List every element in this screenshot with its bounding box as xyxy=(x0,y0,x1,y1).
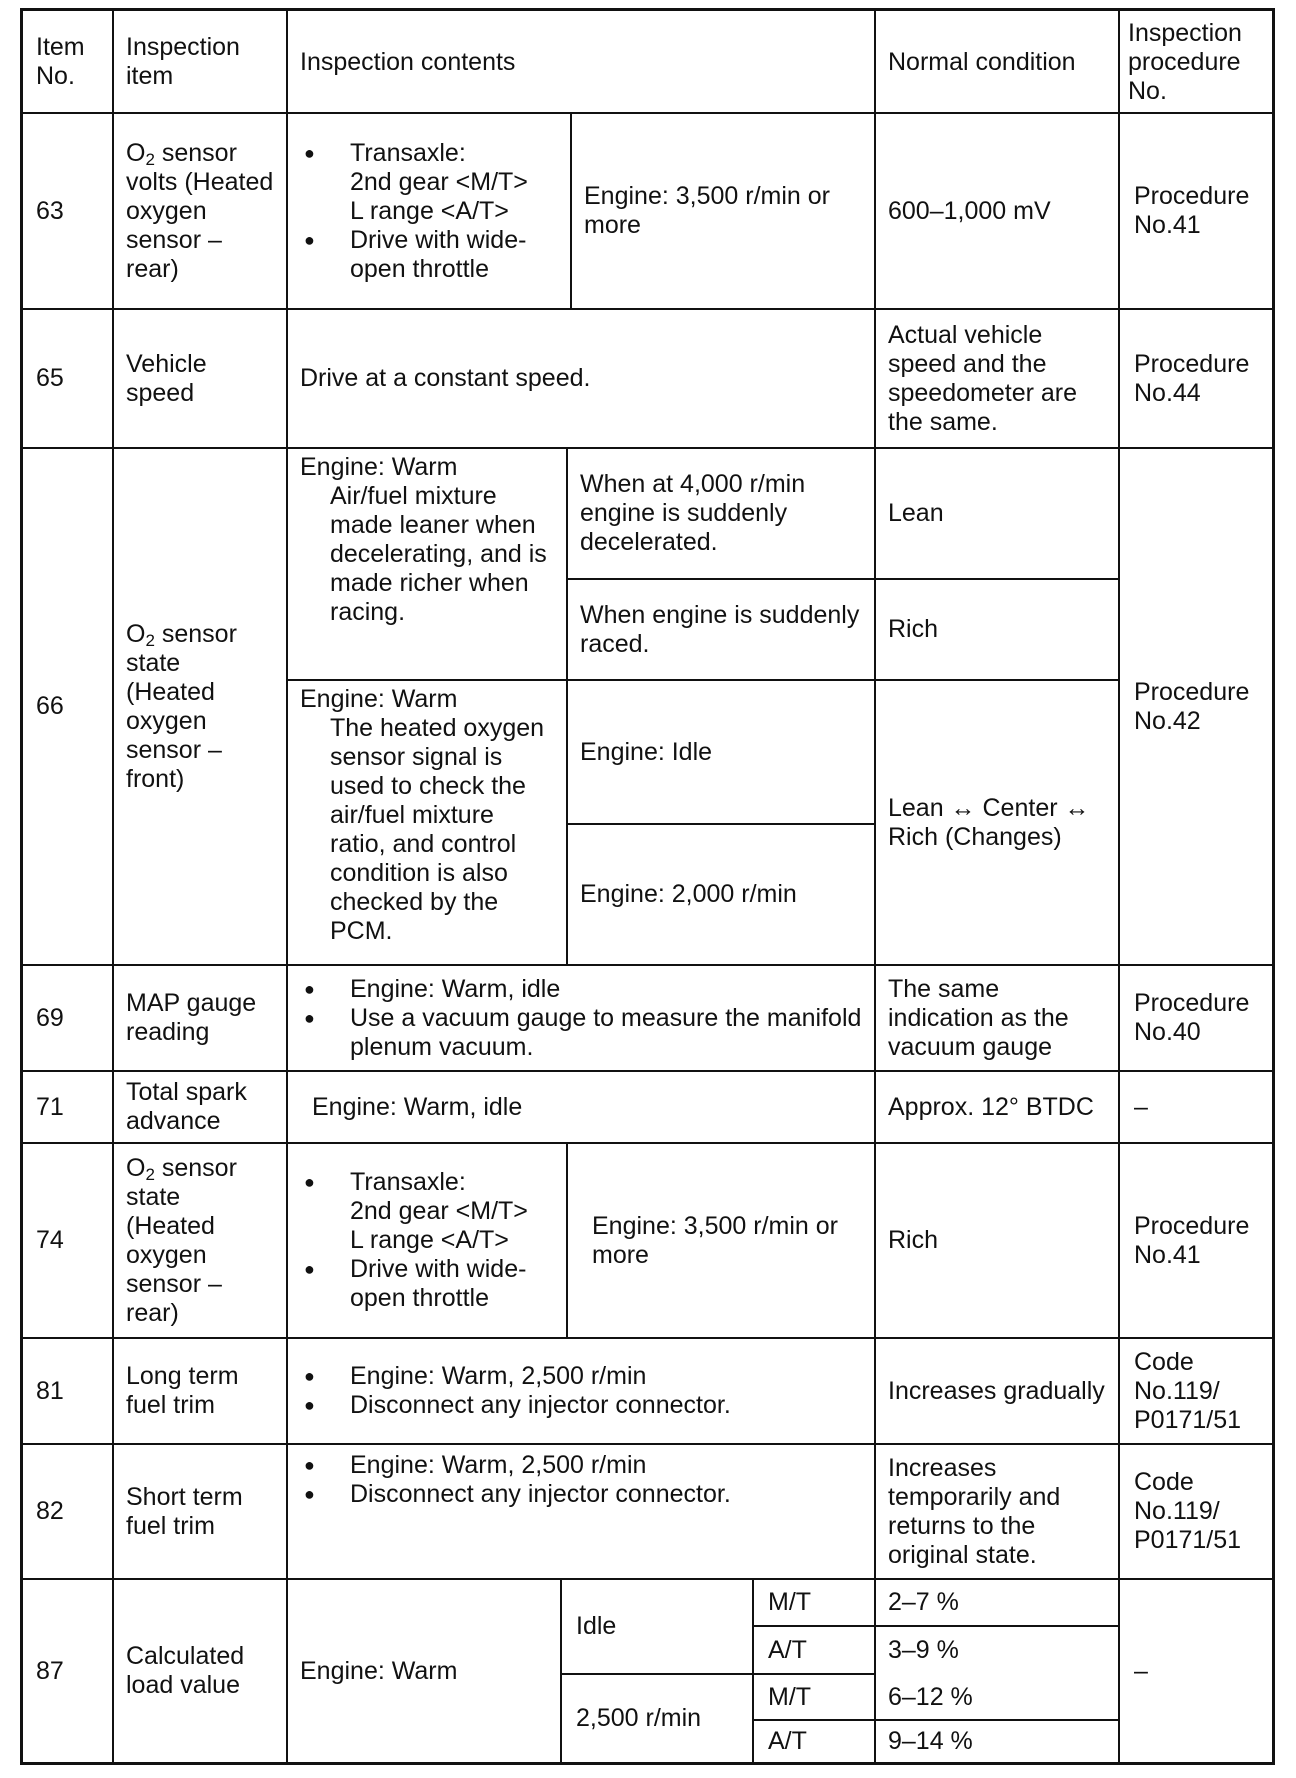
engine-condition: Engine: 2,000 r/min xyxy=(580,880,797,908)
normal-condition: 600–1,000 mV xyxy=(888,196,1051,225)
inspection-contents: Engine: Warm xyxy=(300,1656,458,1685)
engine-condition: Engine: 3,500 r/min or more xyxy=(584,182,830,239)
load-value: 9–14 % xyxy=(888,1727,973,1755)
procedure-no: Procedure No.44 xyxy=(1134,349,1250,407)
item-no: 81 xyxy=(36,1376,64,1405)
bullet-item: ● Engine: Warm, 2,500 r/min xyxy=(300,1362,862,1391)
inspection-conditions xyxy=(288,1144,566,1337)
bullet-item: ● Engine: Warm, 2,500 r/min xyxy=(300,1451,862,1480)
transmission-at: A/T xyxy=(768,1635,807,1664)
procedure-no: – xyxy=(1134,1092,1148,1121)
inspection-item: $O_2$ sensor state (Heated oxygen sensor – rear) xyxy=(126,1153,237,1327)
procedure-no: Procedure No.41 xyxy=(1134,182,1250,239)
item-no: 87 xyxy=(36,1656,64,1685)
engine-condition: Engine: Idle xyxy=(580,737,713,766)
transmission-mt: M/T xyxy=(768,1588,812,1616)
procedure-no: Procedure No.42 xyxy=(1134,677,1250,735)
inspection-item: Total spark advance xyxy=(126,1078,247,1135)
engine-state-2500: 2,500 r/min xyxy=(576,1704,702,1732)
header-inspection-contents: Inspection contents xyxy=(300,47,516,76)
transmission-at: A/T xyxy=(768,1727,807,1755)
item-no: 65 xyxy=(36,364,64,392)
inspection-contents: Engine: Warm, idle xyxy=(312,1092,523,1121)
procedure-no: – xyxy=(1134,1656,1148,1685)
transmission-mt: M/T xyxy=(768,1682,812,1711)
bullet-item: ● Drive with wide-open throttle xyxy=(300,1255,554,1313)
normal-condition: Rich xyxy=(888,1226,939,1254)
item-no: 74 xyxy=(36,1226,64,1254)
header-item-no: Item No. xyxy=(36,33,85,90)
normal-condition: Actual vehicle speed and the speedometer are the same. xyxy=(888,320,1078,436)
bullet-item: ● Disconnect any injector connector. xyxy=(300,1391,862,1420)
procedure-no: Code No.119/ P0171/51 xyxy=(1134,1347,1242,1434)
item-no: 71 xyxy=(36,1092,64,1121)
normal-condition: Rich xyxy=(888,615,939,643)
inspection-conditions xyxy=(288,966,874,1070)
inspection-item: Calculated load value xyxy=(126,1642,245,1699)
normal-condition: Approx. 12° BTDC xyxy=(888,1092,1094,1121)
bullet-item: ● Drive with wide-open throttle xyxy=(300,226,558,284)
load-value: 2–7 % xyxy=(888,1588,959,1616)
bullet-item: ● Transaxle: 2nd gear <M/T> L range <A/T> xyxy=(300,139,558,226)
engine-condition: When at 4,000 r/min engine is suddenly decelerated. xyxy=(580,470,806,556)
engine-condition: Engine: 3,500 r/min or more xyxy=(592,1211,838,1269)
engine-state-idle: Idle xyxy=(576,1612,617,1640)
bullet-item: ● Disconnect any injector connector. xyxy=(300,1480,862,1509)
header-procedure-no: Inspection procedure No. xyxy=(1128,18,1242,105)
inspection-contents: Drive at a constant speed. xyxy=(300,364,591,392)
normal-condition: Lean xyxy=(888,499,944,527)
bullet-item: ● Use a vacuum gauge to measure the manifold plenum vacuum. xyxy=(300,1004,862,1062)
normal-condition: Increases gradually xyxy=(888,1376,1105,1405)
inspection-item: Short term fuel trim xyxy=(126,1482,243,1540)
normal-condition: Increases temporarily and returns to the original state. xyxy=(888,1453,1061,1569)
item-no: 69 xyxy=(36,1003,64,1032)
inspection-item: Vehicle speed xyxy=(126,349,207,407)
procedure-no: Code No.119/ P0171/51 xyxy=(1134,1468,1242,1554)
normal-condition: Lean ↔ Center ↔ Rich (Changes) xyxy=(888,793,1090,851)
item-no: 66 xyxy=(36,692,64,720)
item-no: 82 xyxy=(36,1497,64,1525)
load-value: 3–9 % xyxy=(888,1635,959,1664)
bullet-item: ● Transaxle: 2nd gear <M/T> L range <A/T> xyxy=(300,1168,554,1255)
inspection-condition-b: Engine: Warm The heated oxygen sensor signal is used to check the air/fuel mixture ratio, and control condition is also checked by the PCM. xyxy=(300,685,545,945)
engine-condition: When engine is suddenly raced. xyxy=(580,600,860,658)
inspection-conditions xyxy=(288,114,570,308)
inspection-item: $O_2$ sensor volts (Heated oxygen sensor – rear) xyxy=(126,138,274,283)
inspection-conditions xyxy=(288,1445,874,1578)
header-inspection-item: Inspection item xyxy=(126,33,240,90)
inspection-item: Long term fuel trim xyxy=(126,1362,239,1419)
item-no: 63 xyxy=(36,196,64,225)
bullet-item: ● Engine: Warm, idle xyxy=(300,975,862,1004)
procedure-no: Procedure No.41 xyxy=(1134,1211,1250,1269)
header-normal-condition: Normal condition xyxy=(888,47,1076,76)
inspection-condition-a: Engine: Warm Air/fuel mixture made leaner when decelerating, and is made richer when racing. xyxy=(300,453,547,626)
normal-condition: The same indication as the vacuum gauge xyxy=(888,974,1069,1061)
load-value: 6–12 % xyxy=(888,1682,973,1711)
inspection-conditions xyxy=(288,1339,874,1443)
inspection-item: MAP gauge reading xyxy=(126,989,257,1046)
procedure-no: Procedure No.40 xyxy=(1134,989,1250,1046)
inspection-item: $O_2$ sensor state (Heated oxygen sensor –front) xyxy=(126,619,237,793)
